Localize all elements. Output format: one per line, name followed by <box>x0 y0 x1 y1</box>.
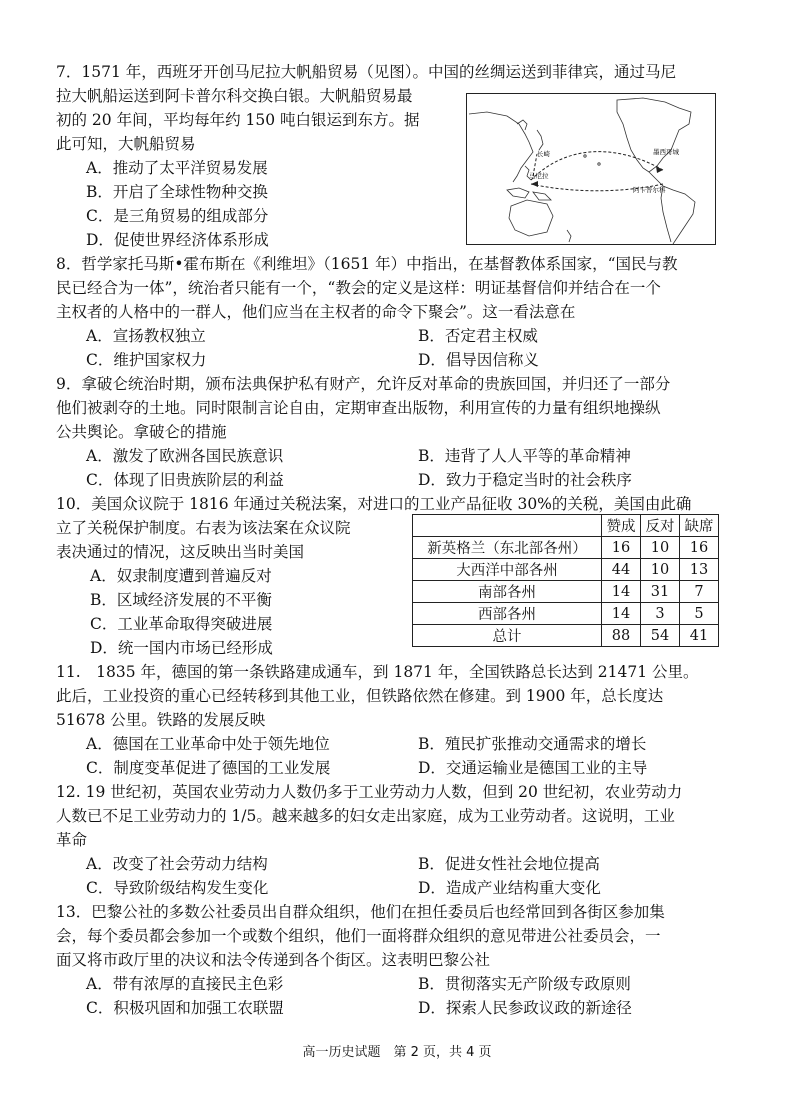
q8-option-d: D．倡导因信称义 <box>418 351 539 369</box>
house-vote-table <box>412 514 719 647</box>
table-cell: 总计 <box>413 625 602 647</box>
table-header-absent: 缺席 <box>680 515 719 537</box>
table-cell: 41 <box>680 625 719 647</box>
q12-stem-line1: 12. 19 世纪初，英国农业劳动力人数仍多于工业劳动力人数，但到 20 世纪初，农业劳动力 <box>56 783 683 801</box>
q13-option-d: D．探索人民参政议政的新途径 <box>418 999 632 1017</box>
world-map-figure <box>467 94 715 244</box>
q13-stem-line1: 13．巴黎公社的多数公社委员出自群众组织，他们在担任委员后也经常回到各街区参加集 <box>56 903 665 921</box>
q9-stem-line1: 9．拿破仑统治时期，颁布法典保护私有财产，允许反对革命的贵族回国，并归还了一部分 <box>56 375 671 393</box>
table-cell: 5 <box>680 603 719 625</box>
q13-option-c: C．积极巩固和加强工农联盟 <box>86 999 284 1017</box>
q9-stem-line2: 他们被剥夺的土地。同时限制言论自由，定期审查出版物，利用宣传的力量有组织地操纵 <box>56 399 661 417</box>
table-row <box>413 581 719 603</box>
q7-option-b: B．开启了全球性物种交换 <box>86 183 268 201</box>
table-cell: 7 <box>680 581 719 603</box>
q11-option-a: A．德国在工业革命中处于领先地位 <box>86 735 330 753</box>
q11-option-b: B．殖民扩张推动交通需求的增长 <box>418 735 647 753</box>
table-cell: 13 <box>680 559 719 581</box>
q9-stem-line3: 公共舆论。拿破仑的措施 <box>56 423 227 441</box>
table-cell: 88 <box>602 625 641 647</box>
q12-option-d: D．造成产业结构重大变化 <box>418 879 601 897</box>
galleon-trade-map <box>466 93 716 245</box>
table-cell: 大西洋中部各州 <box>413 559 602 581</box>
q12-option-c: C．导致阶级结构发生变化 <box>86 879 269 897</box>
map-label-acapulco: 阿卡普尔科 <box>633 186 666 194</box>
q8-stem-line3: 主权者的人格中的一群人，他们应当在主权者的命令下聚会”。这一看法意在 <box>56 303 576 321</box>
q9-option-a: A．激发了欧洲各国民族意识 <box>86 447 284 465</box>
q10-option-b: B．区域经济发展的不平衡 <box>90 591 272 609</box>
q12-option-a: A．改变了社会劳动力结构 <box>86 855 268 873</box>
q11-stem-line3: 51678 公里。铁路的发展反映 <box>56 711 266 729</box>
table-row <box>413 603 719 625</box>
q8-option-a: A．宣扬教权独立 <box>86 327 206 345</box>
table-row <box>413 537 719 559</box>
q8-option-c: C．维护国家权力 <box>86 351 207 369</box>
q10-stem-line1: 10．美国众议院于 1816 年通过关税法案，对进口的工业产品征收 30%的关税，美国由此确 <box>56 495 692 513</box>
q12-stem-line2: 人数已不足工业劳动力的 1/5。越来越多的妇女走出家庭，成为工业劳动者。这说明，工业 <box>56 807 675 825</box>
q12-stem-line3: 革命 <box>56 831 88 849</box>
map-label-manila: 马尼拉 <box>529 172 549 180</box>
q7-option-a: A．推动了太平洋贸易发展 <box>86 159 268 177</box>
q13-stem-line2: 会，每个委员都会参加一个或数个组织，他们一面将群众组织的意见带进公社委员会，一 <box>56 927 661 945</box>
table-header-row <box>413 515 719 537</box>
map-label-mexico-city: 墨西哥城 <box>653 148 679 156</box>
q7-option-c: C．是三角贸易的组成部分 <box>86 207 269 225</box>
q7-stem-line1: 7．1571 年，西班牙开创马尼拉大帆船贸易（见图）。中国的丝绸运送到菲律宾，通过马尼 <box>56 63 676 81</box>
q9-option-c: C．体现了旧贵族阶层的利益 <box>86 471 284 489</box>
table-cell: 10 <box>641 537 680 559</box>
q10-option-c: C．工业革命取得突破进展 <box>90 615 273 633</box>
q12-option-b: B．促进女性社会地位提高 <box>418 855 600 873</box>
table-row <box>413 559 719 581</box>
q13-option-a: A．带有浓厚的直接民主色彩 <box>86 975 284 993</box>
table-cell: 54 <box>641 625 680 647</box>
table-cell: 14 <box>602 603 641 625</box>
table-cell: 16 <box>602 537 641 559</box>
q7-option-d: D．促使世界经济体系形成 <box>86 231 269 249</box>
q10-stem-line3: 表决通过的情况，这反映出当时美国 <box>56 543 305 561</box>
q11-stem-line1: 11. 1835 年，德国的第一条铁路建成通车，到 1871 年，全国铁路总长达到 21471 公里。 <box>56 663 699 681</box>
table-header-no: 反对 <box>641 515 680 537</box>
table-cell: 16 <box>680 537 719 559</box>
q11-option-d: D．交通运输业是德国工业的主导 <box>418 759 648 777</box>
table-cell: 31 <box>641 581 680 603</box>
page-footer: 高一历史试题 第 2 页，共 4 页 <box>302 1045 492 1060</box>
table-cell: 新英格兰（东北部各州） <box>413 537 602 559</box>
q8-stem-line1: 8．哲学家托马斯•霍布斯在《利维坦》（1651 年）中指出，在基督教体系国家，“国民与教 <box>56 255 678 273</box>
map-label-changqi: 长崎 <box>537 150 550 158</box>
table-cell: 3 <box>641 603 680 625</box>
q9-option-b: B．违背了人人平等的革命精神 <box>418 447 631 465</box>
table-cell: 西部各州 <box>413 603 602 625</box>
table-cell: 44 <box>602 559 641 581</box>
table-cell: 南部各州 <box>413 581 602 603</box>
q8-stem-line2: 民已经合为一体”，统治者只能有一个，“教会的定义是这样：明证基督信仰并结合在一个 <box>56 279 661 297</box>
q13-stem-line3: 面又将市政厅里的决议和法令传递到各个街区。这表明巴黎公社 <box>56 951 491 969</box>
q7-stem-line4: 此可知，大帆船贸易 <box>56 135 196 153</box>
table-cell: 10 <box>641 559 680 581</box>
q11-option-c: C．制度变革促进了德国的工业发展 <box>86 759 331 777</box>
table-header-region <box>413 515 602 537</box>
q7-stem-line2: 拉大帆船运送到阿卡普尔科交换白银。大帆船贸易最 <box>56 87 413 105</box>
table-header-yes: 赞成 <box>602 515 641 537</box>
table-cell: 14 <box>602 581 641 603</box>
q13-option-b: B．贯彻落实无产阶级专政原则 <box>418 975 631 993</box>
q11-stem-line2: 此后，工业投资的重心已经转移到其他工业，但铁路依然在修建。到 1900 年，总长度达 <box>56 687 664 705</box>
q10-stem-line2: 立了关税保护制度。右表为该法案在众议院 <box>56 519 351 537</box>
table-row <box>413 625 719 647</box>
q7-stem-line3: 初的 20 年间，平均每年约 150 吨白银运到东方。据 <box>56 111 420 129</box>
q10-option-d: D．统一国内市场已经形成 <box>90 639 273 657</box>
q9-option-d: D．致力于稳定当时的社会秩序 <box>418 471 632 489</box>
q8-option-b: B．否定君主权威 <box>418 327 538 345</box>
q10-option-a: A．奴隶制度遭到普遍反对 <box>90 567 272 585</box>
